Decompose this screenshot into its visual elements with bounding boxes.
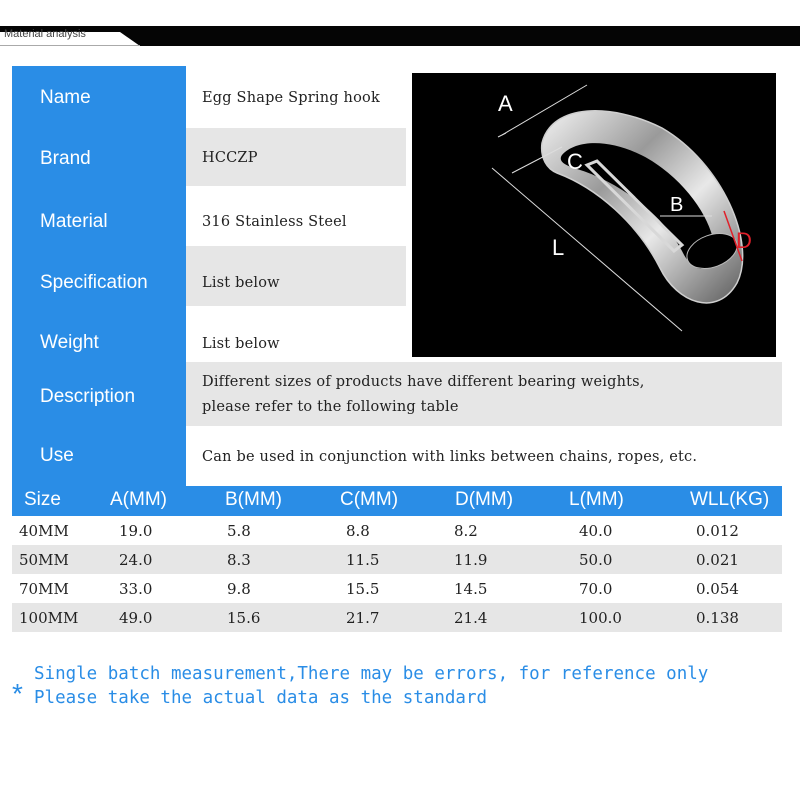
spec-label-cell (12, 128, 186, 186)
spec-value: 316 Stainless Steel (202, 214, 347, 230)
table-row (12, 603, 782, 632)
spec-label: Specification (40, 272, 148, 293)
spec-label-cell (12, 362, 186, 426)
spec-label-cell (12, 426, 186, 486)
spec-label-cell (12, 66, 186, 128)
header-title: Material analysis (4, 28, 86, 40)
table-cell: 8.3 (227, 551, 251, 569)
table-row (12, 516, 782, 545)
dim-label-a: A (498, 91, 513, 116)
table-cell: 50.0 (579, 551, 613, 569)
spec-label: Description (40, 386, 136, 407)
table-cell: 8.2 (454, 522, 478, 540)
dim-label-c: C (567, 149, 583, 174)
table-cell: 15.6 (227, 609, 261, 627)
table-cell: 100.0 (579, 609, 622, 627)
spec-row-use (12, 426, 782, 486)
spec-value-line: Different sizes of products have different bearing weights, (202, 374, 645, 390)
product-dimension-image (412, 73, 776, 357)
spec-value-cell (186, 128, 406, 186)
table-row (12, 574, 782, 603)
spec-label: Material (40, 211, 108, 232)
dim-label-d: D (736, 228, 752, 253)
spring-hook-diagram (412, 73, 776, 357)
table-cell: 0.012 (696, 522, 739, 540)
column-header: L(MM) (569, 489, 624, 510)
table-cell: 19.0 (119, 522, 153, 540)
table-cell: 8.8 (346, 522, 370, 540)
spec-value-cell (186, 426, 782, 486)
column-header: B(MM) (225, 489, 282, 510)
section-header (0, 26, 800, 46)
note-line: Please take the actual data as the standard (34, 688, 488, 708)
spec-label-cell (12, 246, 186, 306)
spec-value: List below (202, 275, 280, 291)
spec-label-cell (12, 186, 186, 246)
table-cell: 9.8 (227, 580, 251, 598)
spec-value-cell (186, 66, 406, 128)
table-row (12, 545, 782, 574)
spec-value: Egg Shape Spring hook (202, 90, 380, 106)
table-cell: 50MM (19, 551, 69, 569)
column-header: C(MM) (340, 489, 399, 510)
table-cell: 15.5 (346, 580, 380, 598)
table-cell: 49.0 (119, 609, 153, 627)
spec-value-cell (186, 246, 406, 306)
table-cell: 0.138 (696, 609, 739, 627)
spec-value: Can be used in conjunction with links between chains, ropes, etc. (202, 449, 698, 465)
table-cell: 14.5 (454, 580, 488, 598)
column-header: D(MM) (455, 489, 514, 510)
spec-value: List below (202, 336, 280, 352)
table-cell: 33.0 (119, 580, 153, 598)
asterisk-icon: * (12, 678, 23, 709)
table-cell: 40MM (19, 522, 69, 540)
column-header: WLL(KG) (690, 489, 770, 510)
spec-value-cell (186, 186, 406, 246)
table-cell: 11.9 (454, 551, 488, 569)
table-cell: 24.0 (119, 551, 153, 569)
header-bar-shape (0, 26, 800, 46)
table-cell: 70.0 (579, 580, 613, 598)
spec-value-line: please refer to the following table (202, 399, 459, 415)
column-header: Size (24, 489, 61, 510)
spec-value-cell (186, 306, 406, 362)
table-cell: 5.8 (227, 522, 251, 540)
spec-row-description (12, 362, 782, 426)
dim-label-b: B (670, 194, 684, 216)
spec-value-cell (186, 362, 782, 426)
table-cell: 21.7 (346, 609, 380, 627)
table-cell: 40.0 (579, 522, 613, 540)
size-table-header (12, 486, 782, 516)
spec-value: HCCZP (202, 150, 258, 166)
table-cell: 70MM (19, 580, 69, 598)
note-line: Single batch measurement,There may be errors, for reference only (34, 664, 709, 684)
table-cell: 0.054 (696, 580, 739, 598)
spec-label-cell (12, 306, 186, 362)
table-cell: 0.021 (696, 551, 739, 569)
spec-label: Use (40, 445, 74, 466)
spec-label: Weight (40, 332, 99, 353)
table-cell: 11.5 (346, 551, 380, 569)
table-cell: 21.4 (454, 609, 488, 627)
spec-label: Name (40, 87, 91, 108)
dim-label-l: L (552, 235, 565, 260)
table-cell: 100MM (19, 609, 79, 627)
column-header: A(MM) (110, 489, 167, 510)
spec-label: Brand (40, 148, 91, 169)
disclaimer-note (12, 664, 772, 724)
